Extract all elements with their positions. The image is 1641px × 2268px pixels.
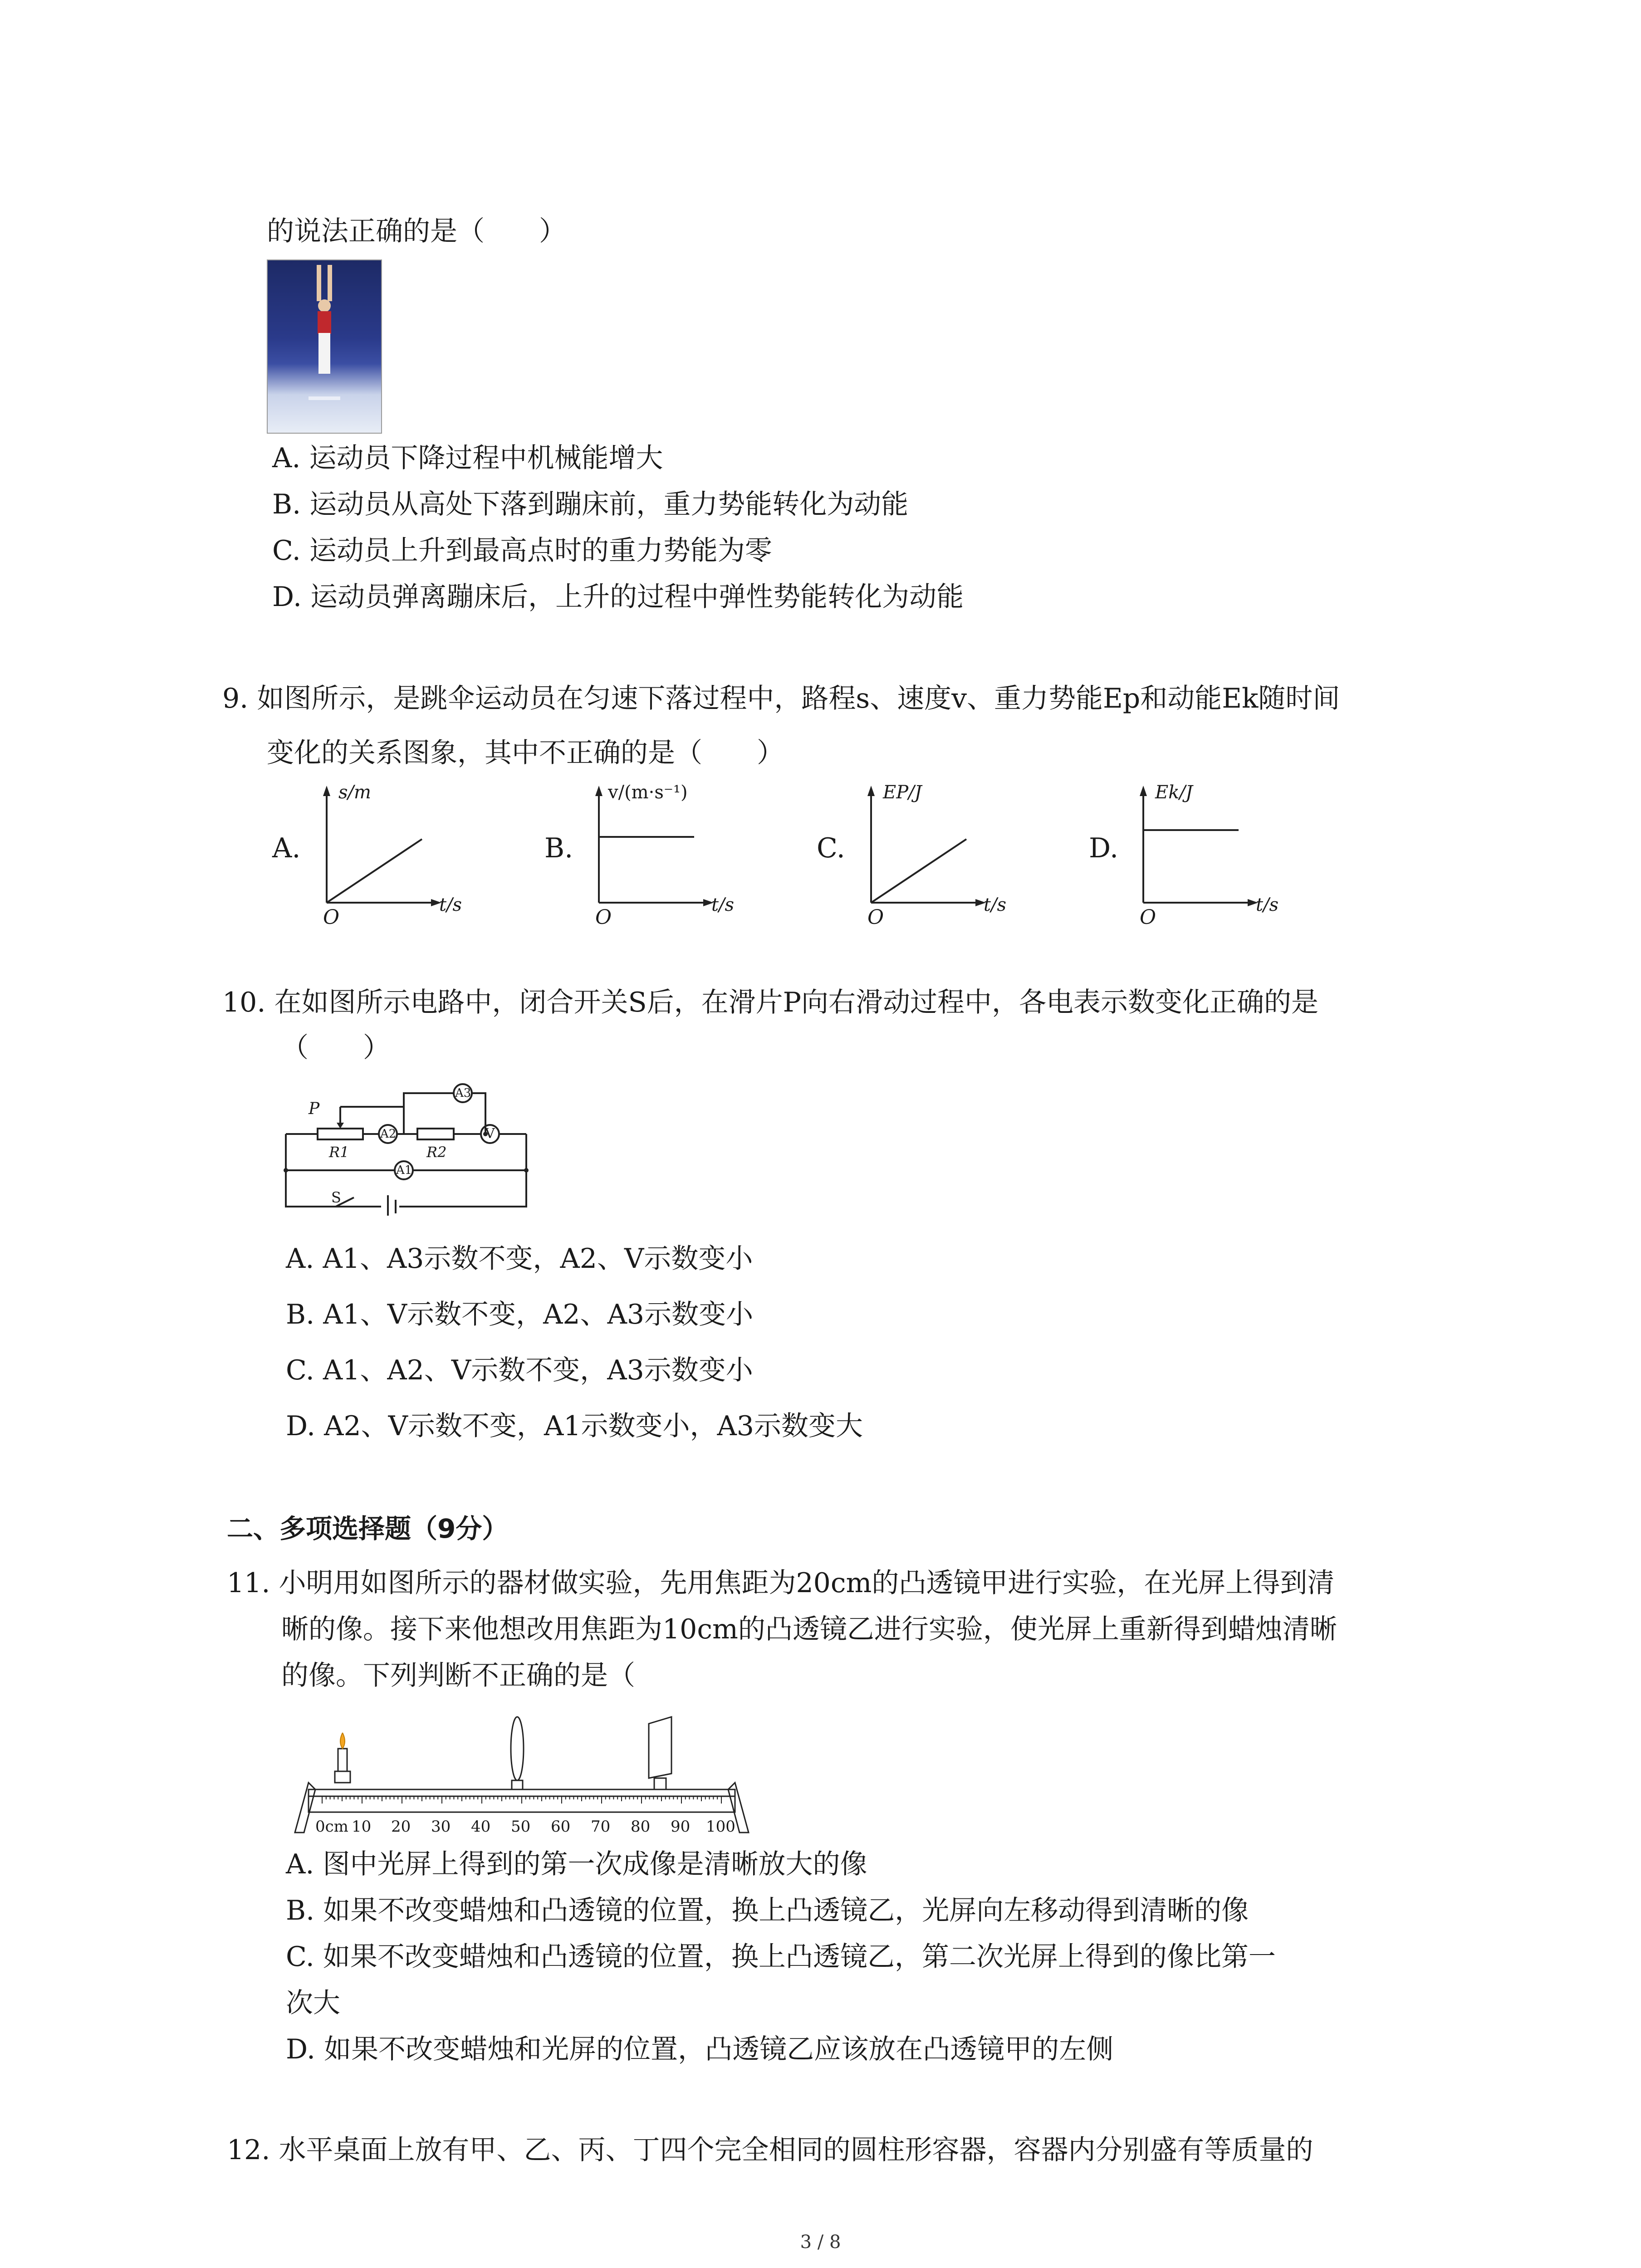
graph-a-ylabel: s/m bbox=[338, 782, 371, 803]
ruler-tick-label-30: 30 bbox=[431, 1818, 451, 1836]
graph-c-xlabel: t/s bbox=[984, 894, 1007, 915]
q10-option-a: A. A1、A3示数不变，A2、V示数变小 bbox=[286, 1243, 753, 1275]
q9-stem-line2: 变化的关系图象，其中不正确的是（ ） bbox=[267, 737, 784, 769]
trampoline-photo bbox=[267, 259, 382, 434]
q8-option-a: A. 运动员下降过程中机械能增大 bbox=[272, 442, 663, 474]
q8-stem-end: 的说法正确的是（ ） bbox=[267, 215, 566, 247]
graph-d-ylabel: Ek/J bbox=[1155, 782, 1193, 803]
graph-a-origin: O bbox=[323, 906, 340, 929]
circuit-label-p: P bbox=[309, 1100, 320, 1118]
graph-b-origin: O bbox=[595, 906, 612, 929]
graph-b-xlabel: t/s bbox=[711, 894, 735, 915]
q10-option-b: B. A1、V示数不变，A2、A3示数变小 bbox=[286, 1299, 754, 1330]
circuit-label-a3: A3 bbox=[455, 1086, 471, 1100]
ruler-tick-label-0: 0cm bbox=[315, 1818, 348, 1836]
graph-d-origin: O bbox=[1140, 906, 1156, 929]
q9-choice-b: B. bbox=[544, 832, 573, 864]
athlete-figure-icon bbox=[268, 260, 381, 433]
q11-stem-line1: 11. 小明用如图所示的器材做实验，先用焦距为20cm的凸透镜甲进行实验，在光屏上得到清 bbox=[227, 1567, 1335, 1599]
q9-graph-c bbox=[857, 780, 1030, 929]
q8-option-b: B. 运动员从高处下落到蹦床前，重力势能转化为动能 bbox=[272, 489, 909, 520]
graph-b-ylabel: v/(m·s⁻¹) bbox=[608, 782, 688, 803]
q10-stem-line1: 10. 在如图所示电路中，闭合开关S后，在滑片P向右滑动过程中，各电表示数变化正确的是 bbox=[222, 987, 1318, 1018]
q11-option-b: B. 如果不改变蜡烛和凸透镜的位置，换上凸透镜乙，光屏向左移动得到清晰的像 bbox=[286, 1895, 1249, 1926]
graph-d-xlabel: t/s bbox=[1256, 894, 1279, 915]
ruler-tick-label-40: 40 bbox=[471, 1818, 491, 1836]
graph-a-xlabel: t/s bbox=[439, 894, 462, 915]
q11-option-c: C. 如果不改变蜡烛和凸透镜的位置，换上凸透镜乙，第二次光屏上得到的像比第一 bbox=[286, 1941, 1276, 1973]
ruler-tick-label-50: 50 bbox=[511, 1818, 531, 1836]
ruler-tick-label-80: 80 bbox=[631, 1818, 651, 1836]
q8-option-c: C. 运动员上升到最高点时的重力势能为零 bbox=[272, 535, 772, 567]
circuit-label-r2: R2 bbox=[426, 1144, 447, 1161]
graph-c-origin: O bbox=[867, 906, 884, 929]
ruler-tick-label-70: 70 bbox=[591, 1818, 611, 1836]
q12-stem-line1: 12. 水平桌面上放有甲、乙、丙、丁四个完全相同的圆柱形容器，容器内分别盛有等质量的 bbox=[227, 2134, 1313, 2166]
q9-graph-a bbox=[313, 780, 485, 929]
circuit-label-r1: R1 bbox=[329, 1144, 349, 1161]
q11-optical-bench bbox=[286, 1706, 758, 1837]
circuit-label-a2: A2 bbox=[380, 1127, 397, 1141]
page-number: 3 / 8 bbox=[800, 2232, 841, 2253]
q10-option-d: D. A2、V示数不变，A1示数变小，A3示数变大 bbox=[286, 1410, 863, 1442]
q9-graph-b bbox=[585, 780, 758, 929]
graph-c-ylabel: EP/J bbox=[883, 782, 922, 803]
q10-stem-line2: （ ） bbox=[281, 1032, 390, 1064]
q10-option-c: C. A1、A2、V示数不变，A3示数变小 bbox=[286, 1354, 753, 1386]
ruler-tick-label-90: 90 bbox=[671, 1818, 691, 1836]
ruler-tick-label-20: 20 bbox=[391, 1818, 411, 1836]
q11-option-d: D. 如果不改变蜡烛和光屏的位置，凸透镜乙应该放在凸透镜甲的左侧 bbox=[286, 2033, 1114, 2065]
q11-option-a: A. 图中光屏上得到的第一次成像是清晰放大的像 bbox=[286, 1848, 867, 1880]
circuit-label-s: S bbox=[331, 1189, 341, 1206]
q9-choice-d: D. bbox=[1089, 832, 1119, 864]
q11-option-c-cont: 次大 bbox=[286, 1987, 340, 2019]
q9-stem-line1: 9. 如图所示，是跳伞运动员在匀速下落过程中，路程s、速度v、重力势能Ep和动能Ek随时间 bbox=[222, 683, 1340, 714]
q9-graph-d bbox=[1130, 780, 1302, 929]
q10-circuit-diagram bbox=[281, 1080, 535, 1216]
ruler-tick-label-10: 10 bbox=[352, 1818, 372, 1836]
section-heading-multiple-choice: 二、多项选择题（9分） bbox=[227, 1513, 509, 1544]
ruler-tick-label-60: 60 bbox=[551, 1818, 571, 1836]
q9-choice-a: A. bbox=[272, 832, 301, 864]
q11-stem-line2: 晰的像。接下来他想改用焦距为10cm的凸透镜乙进行实验，使光屏上重新得到蜡烛清晰 bbox=[281, 1613, 1337, 1645]
ruler-tick-label-100: 100 bbox=[706, 1818, 735, 1836]
q11-stem-line3: 的像。下列判断不正确的是（ bbox=[281, 1660, 635, 1691]
q9-choice-c: C. bbox=[817, 832, 845, 864]
graph-a-line bbox=[327, 839, 422, 903]
q8-option-d: D. 运动员弹离蹦床后，上升的过程中弹性势能转化为动能 bbox=[272, 581, 964, 613]
circuit-label-a1: A1 bbox=[396, 1163, 412, 1177]
graph-c-line bbox=[871, 839, 966, 903]
circuit-label-v: V bbox=[485, 1126, 495, 1142]
